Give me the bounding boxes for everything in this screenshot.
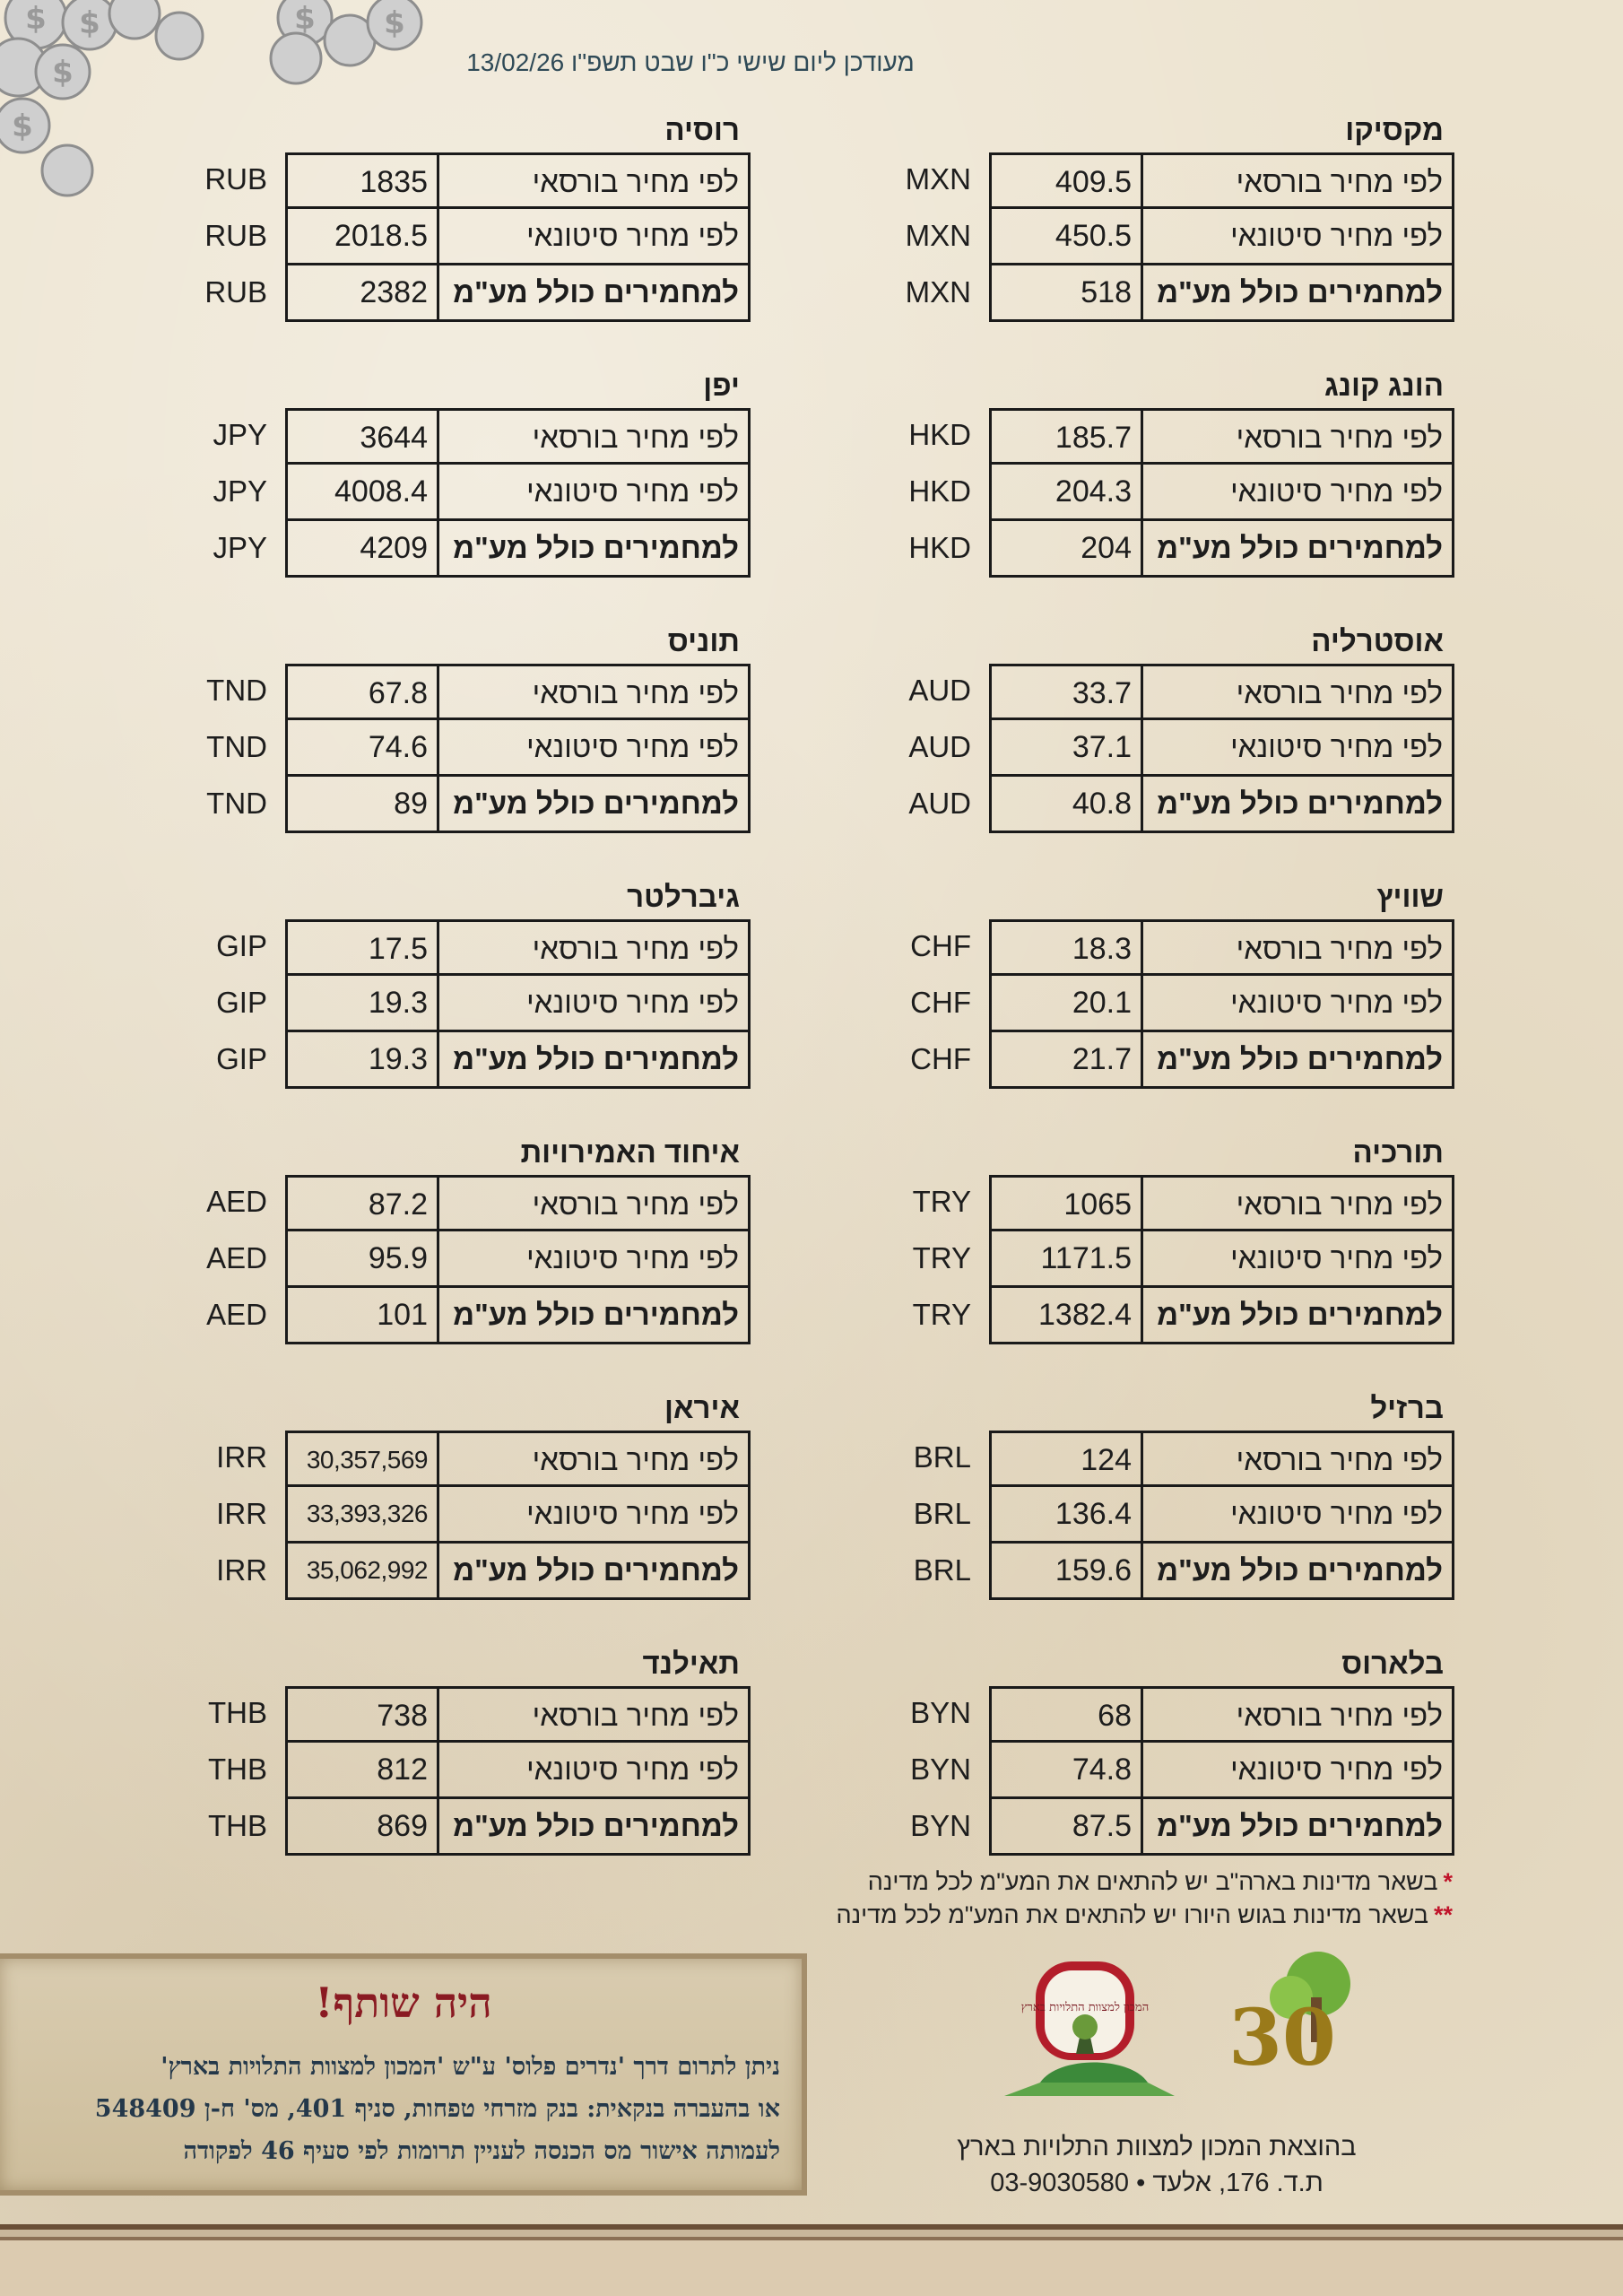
- price-row-strict: [76, 777, 751, 833]
- currency-code: AED: [206, 1185, 267, 1218]
- price-row-strict: [76, 1799, 751, 1856]
- country-name: אוסטרליה: [1311, 624, 1444, 657]
- currency-code: TND: [206, 730, 267, 763]
- price-label: למחמירים כולל מע"מ: [437, 1544, 751, 1600]
- price-value: 2018.5: [285, 209, 439, 265]
- price-value: 738: [285, 1686, 439, 1743]
- price-row-wholesale: [780, 1743, 1454, 1799]
- price-label: לפי מחיר בורסאי: [437, 919, 751, 976]
- price-value: 812: [285, 1743, 439, 1799]
- logos: [995, 1948, 1372, 2100]
- price-value: 3644: [285, 408, 439, 465]
- currency-code: BRL: [913, 1553, 971, 1587]
- price-row-strict: [780, 1544, 1454, 1600]
- country-table: [780, 1130, 1454, 1344]
- price-row-wholesale: [76, 1231, 751, 1288]
- currency-code: BYN: [910, 1752, 971, 1786]
- currency-code: RUB: [204, 219, 267, 252]
- price-label: לפי מחיר בורסאי: [1141, 1431, 1454, 1487]
- price-label: למחמירים כולל מע"מ: [1141, 1032, 1454, 1089]
- price-row-strict: [780, 521, 1454, 578]
- currency-code: AUD: [908, 787, 971, 820]
- price-label: לפי מחיר סיטונאי: [1141, 1231, 1454, 1288]
- price-value: 33,393,326: [285, 1487, 439, 1544]
- price-row-wholesale: [76, 465, 751, 521]
- price-value: 450.5: [989, 209, 1143, 265]
- price-row-stock: [780, 919, 1454, 976]
- currency-code: BYN: [910, 1696, 971, 1729]
- anniversary-logo: [1228, 1952, 1350, 2083]
- price-label: לפי מחיר בורסאי: [1141, 919, 1454, 976]
- price-label: לפי מחיר בורסאי: [1141, 1175, 1454, 1231]
- price-row-stock: [780, 664, 1454, 720]
- country-table: [76, 874, 751, 1089]
- currency-code: THB: [208, 1696, 267, 1729]
- price-label: לפי מחיר בורסאי: [437, 408, 751, 465]
- country-table: [76, 1130, 751, 1344]
- publisher-name: בהוצאת המכון למצוות התלויות בארץ: [957, 2133, 1357, 2161]
- currency-code: GIP: [216, 1042, 267, 1075]
- footnote-mark: **: [1433, 1901, 1453, 1928]
- scroll-frame: [0, 1953, 807, 2196]
- price-label: למחמירים כולל מע"מ: [437, 521, 751, 578]
- price-value: 869: [285, 1799, 439, 1856]
- price-row-wholesale: [76, 1743, 751, 1799]
- price-row-strict: [780, 265, 1454, 322]
- country-name: תורכיה: [1352, 1135, 1444, 1169]
- price-label: למחמירים כולל מע"מ: [1141, 1544, 1454, 1600]
- currency-code: TRY: [912, 1185, 971, 1218]
- svg-text:$: $: [384, 5, 405, 41]
- svg-text:$: $: [25, 1, 47, 37]
- price-row-stock: [76, 152, 751, 209]
- donation-line-3: לעמותה אישור מס הכנסה לעניין תרומות לפי סעיף 46 לפקודה: [183, 2137, 780, 2165]
- currency-code: CHF: [910, 986, 971, 1019]
- currency-code: TRY: [912, 1241, 971, 1274]
- country-table: [780, 363, 1454, 578]
- price-label: לפי מחיר בורסאי: [1141, 1686, 1454, 1743]
- price-value: 518: [989, 265, 1143, 322]
- price-value: 74.8: [989, 1743, 1143, 1799]
- price-row-wholesale: [76, 209, 751, 265]
- price-value: 74.6: [285, 720, 439, 777]
- currency-code: AUD: [908, 730, 971, 763]
- price-label: לפי מחיר סיטונאי: [437, 465, 751, 521]
- country-name: הונג קונג: [1324, 369, 1444, 402]
- price-row-strict: [780, 777, 1454, 833]
- price-row-stock: [780, 1431, 1454, 1487]
- price-value: 21.7: [989, 1032, 1143, 1089]
- currency-code: JPY: [213, 418, 267, 451]
- currency-code: HKD: [908, 531, 971, 564]
- price-row-wholesale: [780, 209, 1454, 265]
- donation-line-2: או בהעברה בנקאית: בנק מזרחי טפחות, סניף 401, מס' ח-ן 548409: [94, 2095, 780, 2123]
- price-label: לפי מחיר סיטונאי: [1141, 1743, 1454, 1799]
- price-row-strict: [76, 1544, 751, 1600]
- price-label: למחמירים כולל מע"מ: [1141, 521, 1454, 578]
- price-value: 2382: [285, 265, 439, 322]
- currency-code: TRY: [912, 1298, 971, 1331]
- country-name: גיברלטר: [627, 880, 740, 913]
- price-label: למחמירים כולל מע"מ: [1141, 265, 1454, 322]
- price-label: לפי מחיר בורסאי: [1141, 152, 1454, 209]
- country-table: [76, 363, 751, 578]
- price-value: 1382.4: [989, 1288, 1143, 1344]
- country-name: מקסיקו: [1345, 113, 1444, 146]
- price-row-strict: [76, 1032, 751, 1089]
- price-value: 185.7: [989, 408, 1143, 465]
- price-row-wholesale: [780, 720, 1454, 777]
- price-value: 204.3: [989, 465, 1143, 521]
- currency-code: MXN: [905, 162, 971, 196]
- svg-text:$: $: [12, 109, 33, 144]
- currency-code: GIP: [216, 986, 267, 1019]
- currency-code: THB: [208, 1809, 267, 1842]
- price-label: לפי מחיר בורסאי: [1141, 408, 1454, 465]
- currency-code: IRR: [216, 1497, 267, 1530]
- country-table: [780, 108, 1454, 322]
- price-row-strict: [780, 1288, 1454, 1344]
- price-row-stock: [76, 664, 751, 720]
- footnote-usa: *בשאר מדינות בארה"ב יש להתאים את המע"מ לכל מדינה: [867, 1868, 1453, 1895]
- price-label: לפי מחיר סיטונאי: [1141, 720, 1454, 777]
- price-label: למחמירים כולל מע"מ: [1141, 777, 1454, 833]
- price-value: 20.1: [989, 976, 1143, 1032]
- price-value: 4008.4: [285, 465, 439, 521]
- price-label: לפי מחיר בורסאי: [1141, 664, 1454, 720]
- price-row-stock: [780, 1686, 1454, 1743]
- currency-code: IRR: [216, 1440, 267, 1474]
- price-value: 68: [989, 1686, 1143, 1743]
- currency-code: JPY: [213, 531, 267, 564]
- country-table: [76, 108, 751, 322]
- currency-code: HKD: [908, 474, 971, 508]
- price-label: לפי מחיר סיטונאי: [437, 1231, 751, 1288]
- price-row-stock: [780, 152, 1454, 209]
- footnote-euro: **בשאר מדינות בגוש היורו יש להתאים את המע"מ לכל מדינה: [836, 1901, 1453, 1928]
- price-label: לפי מחיר סיטונאי: [1141, 209, 1454, 265]
- price-value: 33.7: [989, 664, 1143, 720]
- currency-code: GIP: [216, 929, 267, 962]
- currency-code: AUD: [908, 674, 971, 707]
- country-name: איחוד האמירויות: [520, 1135, 740, 1169]
- price-row-stock: [76, 1431, 751, 1487]
- footnote-mark: *: [1443, 1868, 1453, 1895]
- donation-line-1: ניתן לתרום דרך 'נדרים פלוס' ע"ש 'המכון למצוות התלויות בארץ': [161, 2053, 780, 2081]
- publisher-info: [933, 2129, 1381, 2201]
- price-value: 204: [989, 521, 1143, 578]
- price-value: 409.5: [989, 152, 1143, 209]
- price-value: 101: [285, 1288, 439, 1344]
- price-value: 17.5: [285, 919, 439, 976]
- currency-code: MXN: [905, 219, 971, 252]
- country-name: ברזיל: [1370, 1391, 1444, 1424]
- currency-code: BRL: [913, 1440, 971, 1474]
- price-value: 19.3: [285, 1032, 439, 1089]
- country-table: [780, 1386, 1454, 1600]
- country-name: רוסיה: [664, 113, 740, 146]
- price-row-strict: [780, 1032, 1454, 1089]
- price-value: 95.9: [285, 1231, 439, 1288]
- currency-code: TND: [206, 674, 267, 707]
- price-label: לפי מחיר בורסאי: [437, 152, 751, 209]
- currency-code: CHF: [910, 1042, 971, 1075]
- price-row-strict: [76, 1288, 751, 1344]
- footer-strip: [0, 2224, 1623, 2296]
- institute-logo-text: המכון למצוות התלויות בארץ: [1020, 2001, 1150, 2014]
- currency-code: MXN: [905, 275, 971, 309]
- currency-code: IRR: [216, 1553, 267, 1587]
- price-label: לפי מחיר סיטונאי: [1141, 976, 1454, 1032]
- price-row-stock: [76, 919, 751, 976]
- donation-banner: [0, 1937, 834, 2215]
- price-value: 1835: [285, 152, 439, 209]
- price-value: 89: [285, 777, 439, 833]
- currency-code: RUB: [204, 275, 267, 309]
- country-name: יפן: [703, 369, 740, 402]
- price-row-stock: [76, 1686, 751, 1743]
- price-value: 1065: [989, 1175, 1143, 1231]
- price-label: למחמירים כולל מע"מ: [437, 265, 751, 322]
- price-value: 159.6: [989, 1544, 1143, 1600]
- price-label: לפי מחיר סיטונאי: [1141, 465, 1454, 521]
- price-value: 18.3: [989, 919, 1143, 976]
- price-row-stock: [780, 408, 1454, 465]
- price-value: 136.4: [989, 1487, 1143, 1544]
- price-row-stock: [76, 1175, 751, 1231]
- currency-code: AED: [206, 1298, 267, 1331]
- currency-code: JPY: [213, 474, 267, 508]
- price-value: 35,062,992: [285, 1544, 439, 1600]
- publisher-contact: ת.ד. 176, אלעד • 03-9030580: [990, 2169, 1324, 2197]
- country-table: [780, 619, 1454, 833]
- price-label: לפי מחיר סיטונאי: [1141, 1487, 1454, 1544]
- currency-code: HKD: [908, 418, 971, 451]
- price-label: לפי מחיר בורסאי: [437, 1431, 751, 1487]
- currency-code: TND: [206, 787, 267, 820]
- price-row-strict: [76, 265, 751, 322]
- price-value: 87.2: [285, 1175, 439, 1231]
- price-label: למחמירים כולל מע"מ: [437, 1288, 751, 1344]
- price-row-wholesale: [76, 720, 751, 777]
- price-value: 67.8: [285, 664, 439, 720]
- price-row-stock: [780, 1175, 1454, 1231]
- price-value: 87.5: [989, 1799, 1143, 1856]
- price-label: לפי מחיר סיטונאי: [437, 209, 751, 265]
- price-row-wholesale: [780, 976, 1454, 1032]
- currency-code: CHF: [910, 929, 971, 962]
- country-table: [76, 619, 751, 833]
- price-value: 37.1: [989, 720, 1143, 777]
- currency-code: BRL: [913, 1497, 971, 1530]
- country-name: שוויץ: [1376, 880, 1444, 913]
- price-row-wholesale: [76, 976, 751, 1032]
- country-name: תאילנד: [642, 1647, 740, 1680]
- price-value: 40.8: [989, 777, 1143, 833]
- price-row-wholesale: [780, 1487, 1454, 1544]
- price-row-strict: [780, 1799, 1454, 1856]
- update-date: מעודכן ליום שישי כ"ו שבט תשפ"ו 13/02/26: [466, 48, 915, 76]
- footnotes: [735, 1866, 1453, 1932]
- price-label: לפי מחיר סיטונאי: [437, 1487, 751, 1544]
- price-label: למחמירים כולל מע"מ: [437, 1032, 751, 1089]
- svg-text:$: $: [79, 5, 100, 41]
- currency-code: RUB: [204, 162, 267, 196]
- price-label: לפי מחיר סיטונאי: [437, 720, 751, 777]
- anniversary-number: 30: [1228, 1993, 1336, 2083]
- price-label: למחמירים כולל מע"מ: [1141, 1799, 1454, 1856]
- price-value: 4209: [285, 521, 439, 578]
- currency-code: AED: [206, 1241, 267, 1274]
- price-label: לפי מחיר בורסאי: [437, 1686, 751, 1743]
- price-label: למחמירים כולל מע"מ: [437, 1799, 751, 1856]
- price-value: 124: [989, 1431, 1143, 1487]
- country-name: בלארוס: [1341, 1647, 1444, 1680]
- price-value: 30,357,569: [285, 1431, 439, 1487]
- price-label: לפי מחיר בורסאי: [437, 664, 751, 720]
- country-name: תוניס: [667, 624, 740, 657]
- country-name: איראן: [664, 1391, 740, 1424]
- currency-code: THB: [208, 1752, 267, 1786]
- svg-text:$: $: [294, 1, 316, 37]
- price-label: לפי מחיר בורסאי: [437, 1175, 751, 1231]
- price-row-wholesale: [76, 1487, 751, 1544]
- price-label: לפי מחיר סיטונאי: [437, 976, 751, 1032]
- country-table: [76, 1641, 751, 1856]
- institute-logo: [1004, 1961, 1175, 2096]
- price-row-stock: [76, 408, 751, 465]
- banner-title: היה שותף!: [315, 1979, 492, 2027]
- country-table: [780, 1641, 1454, 1856]
- price-row-wholesale: [780, 1231, 1454, 1288]
- country-table: [780, 874, 1454, 1089]
- price-row-wholesale: [780, 465, 1454, 521]
- price-label: למחמירים כולל מע"מ: [437, 777, 751, 833]
- price-row-strict: [76, 521, 751, 578]
- price-label: למחמירים כולל מע"מ: [1141, 1288, 1454, 1344]
- price-value: 1171.5: [989, 1231, 1143, 1288]
- svg-text:$: $: [52, 55, 74, 91]
- price-value: 19.3: [285, 976, 439, 1032]
- price-label: לפי מחיר סיטונאי: [437, 1743, 751, 1799]
- country-table: [76, 1386, 751, 1600]
- currency-code: BYN: [910, 1809, 971, 1842]
